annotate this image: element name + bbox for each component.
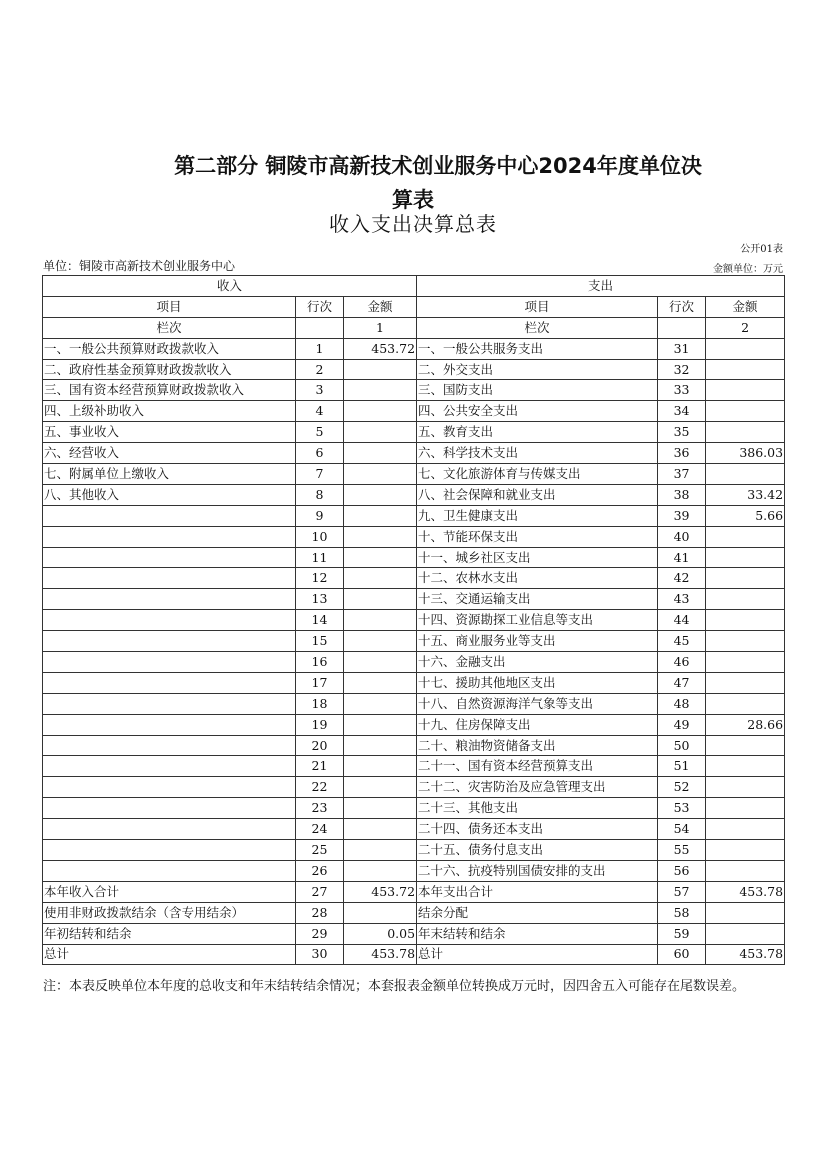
income-row-no-cell: 29 <box>296 923 344 944</box>
income-row-no-cell: 4 <box>296 401 344 422</box>
expense-amount-cell <box>706 840 785 861</box>
expense-row-no-cell: 39 <box>658 505 706 526</box>
income-amount-cell <box>344 547 417 568</box>
income-row-no-cell: 3 <box>296 380 344 401</box>
expense-amount-cell: 453.78 <box>706 881 785 902</box>
expense-amount-cell <box>706 359 785 380</box>
expense-item-cell: 十一、城乡社区支出 <box>417 547 658 568</box>
table-row <box>43 735 785 756</box>
income-row-no-cell: 12 <box>296 568 344 589</box>
income-item-cell: 总计 <box>43 944 296 965</box>
expense-amount-cell <box>706 819 785 840</box>
income-row-no-cell: 14 <box>296 610 344 631</box>
expense-item-cell: 十八、自然资源海洋气象等支出 <box>417 693 658 714</box>
expense-item-cell: 二十、粮油物资储备支出 <box>417 735 658 756</box>
expense-item-cell: 一、一般公共服务支出 <box>417 338 658 359</box>
expense-amount-cell <box>706 672 785 693</box>
expense-amount-cell <box>706 547 785 568</box>
expense-item-cell: 三、国防支出 <box>417 380 658 401</box>
expense-row-no-cell: 57 <box>658 881 706 902</box>
expense-row-no-cell: 52 <box>658 777 706 798</box>
empty-cell <box>296 317 344 338</box>
table-row <box>43 380 785 401</box>
income-item-cell <box>43 840 296 861</box>
income-item-cell: 四、上级补助收入 <box>43 401 296 422</box>
income-amount-cell: 453.72 <box>344 881 417 902</box>
table-row <box>43 714 785 735</box>
income-expense-table <box>42 275 785 965</box>
expense-item-cell: 结余分配 <box>417 902 658 923</box>
income-row-no-cell: 22 <box>296 777 344 798</box>
expense-row-no-cell: 60 <box>658 944 706 965</box>
expense-item-cell: 九、卫生健康支出 <box>417 505 658 526</box>
income-item-cell: 二、政府性基金预算财政拨款收入 <box>43 359 296 380</box>
table-row <box>43 777 785 798</box>
expense-amount-cell <box>706 422 785 443</box>
expense-row-no-cell: 38 <box>658 484 706 505</box>
expense-amount-cell: 33.42 <box>706 484 785 505</box>
income-row-no-cell: 25 <box>296 840 344 861</box>
expense-amount-cell <box>706 756 785 777</box>
expense-amount-cell: 28.66 <box>706 714 785 735</box>
expense-row-no-cell: 35 <box>658 422 706 443</box>
table-row <box>43 840 785 861</box>
expense-item-cell: 十七、援助其他地区支出 <box>417 672 658 693</box>
expense-item-cell: 十二、农林水支出 <box>417 568 658 589</box>
table-row <box>43 547 785 568</box>
income-row-no-cell: 26 <box>296 860 344 881</box>
income-item-cell <box>43 860 296 881</box>
expense-row-no-cell: 47 <box>658 672 706 693</box>
expense-amount-cell <box>706 380 785 401</box>
expense-amount-cell <box>706 798 785 819</box>
income-row-no-cell: 19 <box>296 714 344 735</box>
table-row <box>43 652 785 673</box>
income-amount-cell <box>344 777 417 798</box>
income-amount-cell <box>344 526 417 547</box>
expense-item-cell: 二十二、灾害防治及应急管理支出 <box>417 777 658 798</box>
expense-row-no-cell: 41 <box>658 547 706 568</box>
expense-item-header: 项目 <box>417 296 658 317</box>
expense-row-no-cell: 32 <box>658 359 706 380</box>
expense-amount-cell: 453.78 <box>706 944 785 965</box>
table-row <box>43 338 785 359</box>
expense-amount-cell <box>706 610 785 631</box>
header-row-columns <box>43 296 785 317</box>
income-row-no-cell: 7 <box>296 464 344 485</box>
income-item-cell <box>43 547 296 568</box>
income-row-no-cell: 15 <box>296 631 344 652</box>
income-item-cell: 七、附属单位上缴收入 <box>43 464 296 485</box>
expense-item-cell: 十三、交通运输支出 <box>417 589 658 610</box>
expense-amount-cell <box>706 589 785 610</box>
expense-amount-cell <box>706 735 785 756</box>
expense-amount-cell <box>706 464 785 485</box>
income-item-cell: 五、事业收入 <box>43 422 296 443</box>
table-row <box>43 631 785 652</box>
expense-amount-cell <box>706 631 785 652</box>
income-item-cell <box>43 568 296 589</box>
expense-amount-cell: 386.03 <box>706 443 785 464</box>
header-row-column-index <box>43 317 785 338</box>
income-item-cell: 六、经营收入 <box>43 443 296 464</box>
income-item-cell: 本年收入合计 <box>43 881 296 902</box>
table-row <box>43 589 785 610</box>
expense-item-cell: 十五、商业服务业等支出 <box>417 631 658 652</box>
expense-item-cell: 总计 <box>417 944 658 965</box>
income-item-cell <box>43 693 296 714</box>
income-item-cell <box>43 631 296 652</box>
income-amount-cell <box>344 464 417 485</box>
money-unit-label: 金额单位：万元 <box>713 264 783 275</box>
income-item-cell <box>43 589 296 610</box>
expense-row-no-cell: 44 <box>658 610 706 631</box>
income-row-no-cell: 16 <box>296 652 344 673</box>
expense-item-cell: 年末结转和结余 <box>417 923 658 944</box>
income-item-header: 项目 <box>43 296 296 317</box>
income-amount-cell <box>344 714 417 735</box>
income-amount-cell <box>344 819 417 840</box>
income-row-no-cell: 5 <box>296 422 344 443</box>
expense-row-no-cell: 50 <box>658 735 706 756</box>
income-amount-cell <box>344 589 417 610</box>
income-amount-cell <box>344 860 417 881</box>
expense-item-cell: 二十五、债务付息支出 <box>417 840 658 861</box>
expense-row-no-cell: 56 <box>658 860 706 881</box>
income-row-no-cell: 18 <box>296 693 344 714</box>
table-row <box>43 693 785 714</box>
expense-amount-cell: 5.66 <box>706 505 785 526</box>
income-item-cell <box>43 505 296 526</box>
expense-item-cell: 七、文化旅游体育与传媒支出 <box>417 464 658 485</box>
income-amount-cell <box>344 652 417 673</box>
expense-amount-cell <box>706 568 785 589</box>
income-row-no-cell: 28 <box>296 902 344 923</box>
income-amount-header: 金额 <box>344 296 417 317</box>
income-amount-cell <box>344 380 417 401</box>
income-amount-cell <box>344 840 417 861</box>
expense-amount-cell <box>706 652 785 673</box>
income-row-no-cell: 24 <box>296 819 344 840</box>
income-row-no-cell: 17 <box>296 672 344 693</box>
income-item-cell <box>43 798 296 819</box>
expense-row-no-cell: 48 <box>658 693 706 714</box>
income-item-cell <box>43 777 296 798</box>
income-row-no-cell: 8 <box>296 484 344 505</box>
expense-row-no-cell: 37 <box>658 464 706 485</box>
table-row <box>43 484 785 505</box>
income-item-cell: 三、国有资本经营预算财政拨款收入 <box>43 380 296 401</box>
income-row-no-cell: 20 <box>296 735 344 756</box>
income-item-cell <box>43 714 296 735</box>
expense-row-no-cell: 46 <box>658 652 706 673</box>
income-column-index: 1 <box>344 317 417 338</box>
page-title <box>0 150 826 214</box>
table-row <box>43 819 785 840</box>
expense-row-no-header: 行次 <box>658 296 706 317</box>
table-row <box>43 610 785 631</box>
table-row <box>43 944 785 965</box>
expense-item-cell: 六、科学技术支出 <box>417 443 658 464</box>
table-row <box>43 422 785 443</box>
income-item-cell <box>43 756 296 777</box>
income-amount-cell: 0.05 <box>344 923 417 944</box>
table-row <box>43 464 785 485</box>
income-amount-cell <box>344 631 417 652</box>
expense-item-cell: 五、教育支出 <box>417 422 658 443</box>
table-row <box>43 860 785 881</box>
expense-row-no-cell: 33 <box>658 380 706 401</box>
expense-row-no-cell: 49 <box>658 714 706 735</box>
income-row-no-cell: 9 <box>296 505 344 526</box>
income-row-no-cell: 6 <box>296 443 344 464</box>
income-item-cell: 使用非财政拨款结余（含专用结余） <box>43 902 296 923</box>
header-row-sections <box>43 276 785 297</box>
expense-amount-cell <box>706 401 785 422</box>
table-row <box>43 526 785 547</box>
expense-item-cell: 十、节能环保支出 <box>417 526 658 547</box>
expense-row-no-cell: 53 <box>658 798 706 819</box>
income-amount-cell <box>344 798 417 819</box>
expense-amount-cell <box>706 338 785 359</box>
empty-cell <box>658 317 706 338</box>
income-amount-cell <box>344 902 417 923</box>
form-number: 公开01表 <box>740 244 783 255</box>
expense-column-label: 栏次 <box>417 317 658 338</box>
table-row <box>43 568 785 589</box>
expense-row-no-cell: 36 <box>658 443 706 464</box>
income-row-no-header: 行次 <box>296 296 344 317</box>
expense-row-no-cell: 54 <box>658 819 706 840</box>
income-row-no-cell: 27 <box>296 881 344 902</box>
income-amount-cell <box>344 359 417 380</box>
income-row-no-cell: 2 <box>296 359 344 380</box>
table-row <box>43 756 785 777</box>
income-amount-cell <box>344 443 417 464</box>
expense-item-cell: 二十三、其他支出 <box>417 798 658 819</box>
expense-row-no-cell: 34 <box>658 401 706 422</box>
expense-row-no-cell: 51 <box>658 756 706 777</box>
income-item-cell <box>43 672 296 693</box>
income-header: 收入 <box>43 276 417 297</box>
income-item-cell <box>43 652 296 673</box>
expense-column-index: 2 <box>706 317 785 338</box>
income-amount-cell <box>344 756 417 777</box>
table-row <box>43 505 785 526</box>
income-amount-cell <box>344 505 417 526</box>
table-row <box>43 359 785 380</box>
income-item-cell <box>43 735 296 756</box>
expense-header: 支出 <box>417 276 785 297</box>
expense-item-cell: 本年支出合计 <box>417 881 658 902</box>
income-amount-cell <box>344 610 417 631</box>
expense-item-cell: 四、公共安全支出 <box>417 401 658 422</box>
expense-row-no-cell: 42 <box>658 568 706 589</box>
expense-amount-cell <box>706 777 785 798</box>
income-amount-cell <box>344 693 417 714</box>
income-amount-cell <box>344 401 417 422</box>
income-row-no-cell: 11 <box>296 547 344 568</box>
page-title-line2: 算表 <box>392 188 434 212</box>
expense-amount-cell <box>706 923 785 944</box>
expense-row-no-cell: 45 <box>658 631 706 652</box>
expense-amount-cell <box>706 526 785 547</box>
expense-amount-cell <box>706 693 785 714</box>
table-row <box>43 881 785 902</box>
page-title-line1: 第二部分 铜陵市高新技术创业服务中心2024年度单位决 <box>174 154 702 178</box>
income-item-cell <box>43 610 296 631</box>
expense-row-no-cell: 40 <box>658 526 706 547</box>
income-amount-cell <box>344 735 417 756</box>
table-row <box>43 401 785 422</box>
income-row-no-cell: 21 <box>296 756 344 777</box>
table-row <box>43 923 785 944</box>
expense-row-no-cell: 58 <box>658 902 706 923</box>
expense-item-cell: 二十一、国有资本经营预算支出 <box>417 756 658 777</box>
income-amount-cell <box>344 484 417 505</box>
income-amount-cell: 453.72 <box>344 338 417 359</box>
expense-item-cell: 八、社会保障和就业支出 <box>417 484 658 505</box>
income-amount-cell <box>344 422 417 443</box>
income-amount-cell: 453.78 <box>344 944 417 965</box>
expense-row-no-cell: 55 <box>658 840 706 861</box>
expense-item-cell: 十六、金融支出 <box>417 652 658 673</box>
income-row-no-cell: 30 <box>296 944 344 965</box>
footnote: 注：本表反映单位本年度的总收支和年末结转结余情况；本套报表金额单位转换成万元时，因四舍五入可能存在尾数误差。 <box>43 979 746 994</box>
income-row-no-cell: 1 <box>296 338 344 359</box>
table-row <box>43 443 785 464</box>
expense-item-cell: 二十六、抗疫特别国债安排的支出 <box>417 860 658 881</box>
unit-label: 单位：铜陵市高新技术创业服务中心 <box>43 259 236 273</box>
expense-amount-cell <box>706 902 785 923</box>
table-row <box>43 672 785 693</box>
income-amount-cell <box>344 672 417 693</box>
expense-item-cell: 十九、住房保障支出 <box>417 714 658 735</box>
expense-amount-cell <box>706 860 785 881</box>
income-item-cell <box>43 819 296 840</box>
income-amount-cell <box>344 568 417 589</box>
expense-row-no-cell: 59 <box>658 923 706 944</box>
income-row-no-cell: 10 <box>296 526 344 547</box>
table-row <box>43 798 785 819</box>
income-row-no-cell: 13 <box>296 589 344 610</box>
income-column-label: 栏次 <box>43 317 296 338</box>
table-title: 收入支出决算总表 <box>329 212 497 236</box>
table-row <box>43 902 785 923</box>
income-item-cell: 年初结转和结余 <box>43 923 296 944</box>
income-item-cell: 一、一般公共预算财政拨款收入 <box>43 338 296 359</box>
income-item-cell <box>43 526 296 547</box>
expense-row-no-cell: 43 <box>658 589 706 610</box>
expense-row-no-cell: 31 <box>658 338 706 359</box>
expense-amount-header: 金额 <box>706 296 785 317</box>
income-item-cell: 八、其他收入 <box>43 484 296 505</box>
expense-item-cell: 二十四、债务还本支出 <box>417 819 658 840</box>
income-row-no-cell: 23 <box>296 798 344 819</box>
expense-item-cell: 二、外交支出 <box>417 359 658 380</box>
expense-item-cell: 十四、资源勘探工业信息等支出 <box>417 610 658 631</box>
